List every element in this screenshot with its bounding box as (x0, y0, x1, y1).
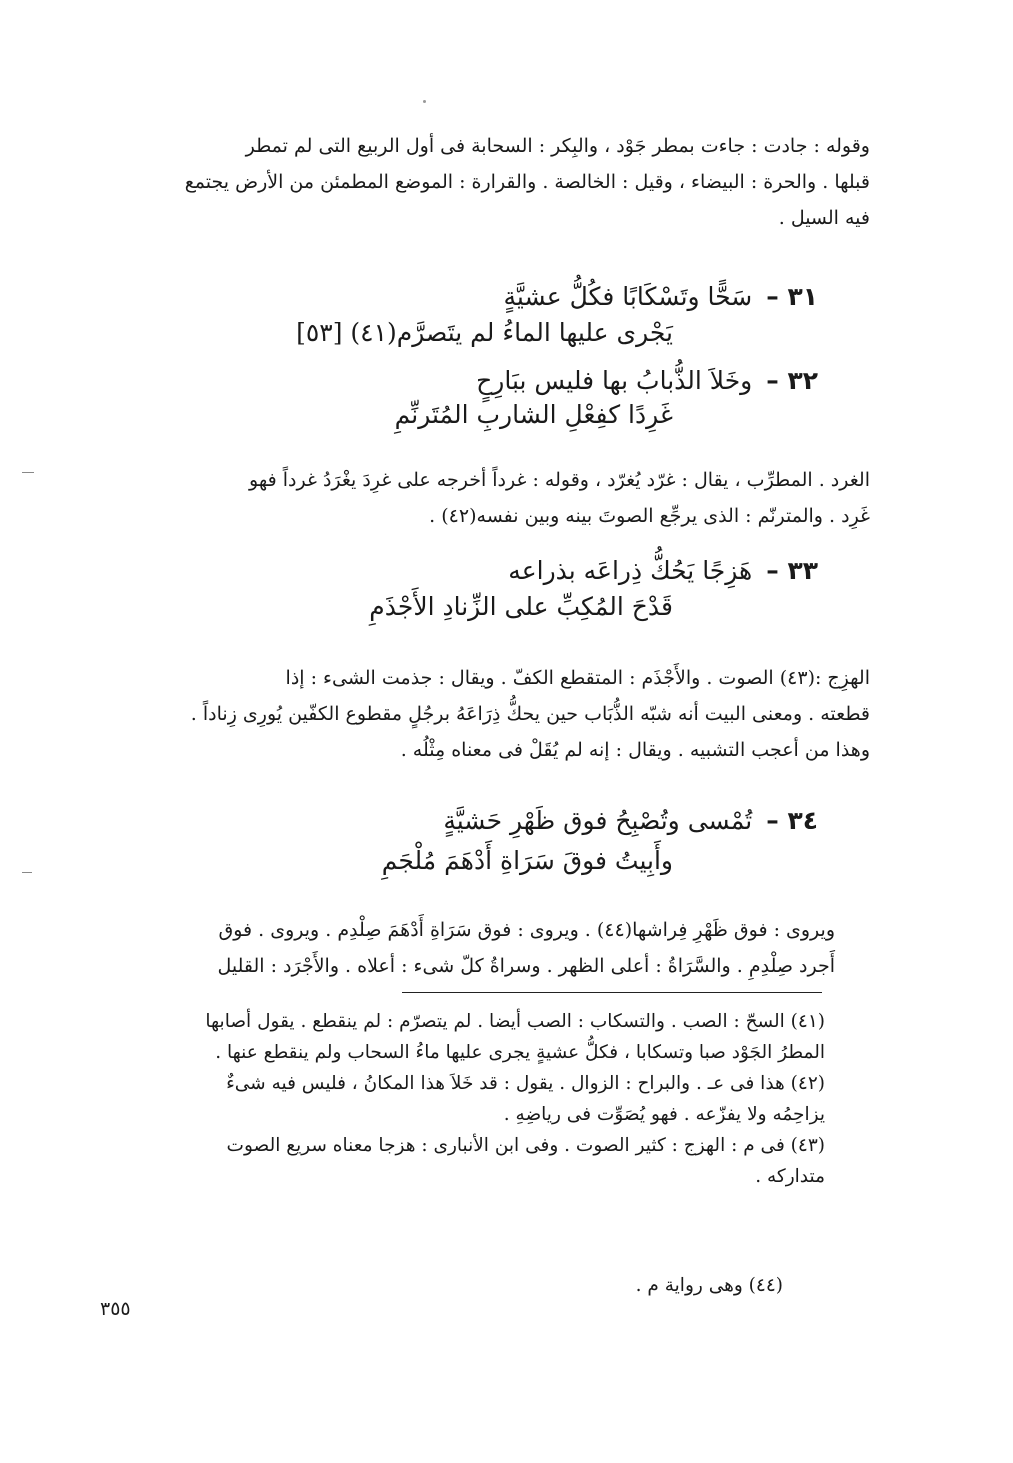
verse-number: ٣٣ – (766, 556, 818, 585)
text-line: وقوله : جادت : جاءت بمطر جَوْد ، والبِكر : السحابة فى أول الربيع التى لم تمطر (245, 135, 870, 157)
footnote-41-line: المطرُ الجَوْد صبا وتسكابا ، فكلُّ عشيةٍ يجرى عليها ماءُ السحاب ولم ينقطع عنها . (215, 1042, 825, 1063)
verse-33-second-hemistich (369, 592, 673, 621)
text-line: ويروى : فوق ظَهْرِ فِراشها(٤٤) . ويروى : فوق سَرَاةِ أَدْهَمَ صِلْدِم . ويروى . فوق (218, 919, 835, 941)
text-line: غَرِد . والمترنّم : الذى يرجِّع الصوتَ بينه وبين نفسه(٤٢) . (429, 505, 870, 527)
commentary-paragraph-3 (138, 660, 870, 768)
text-line: أَجرد صِلْدِمِ . والسَّرَاةُ : أعلى الظهر . وسراةُ كلّ شىء : أعلاه . والأَجْرَد : القليل (217, 955, 835, 977)
hemistich-text: قَدْحَ المُكِبِّ على الزِّنادِ الأَجْذَمِ (369, 592, 673, 621)
verse-number: ٣٢ – (766, 366, 818, 395)
verse-34-second-hemistich (382, 846, 673, 875)
hemistich-text: تُمْسى وتُصْبِحُ فوق ظَهْرِ حَشيَّةٍ (443, 806, 753, 835)
text-line: قبلها . والحرة : البيضاء ، وقيل : الخالصة . والقرارة : الموضع المطمئن من الأرض يجتمع (184, 171, 870, 193)
footnotes (100, 1006, 825, 1192)
commentary-paragraph-4 (100, 912, 835, 984)
hemistich-text: وأَبِيتُ فوقَ سَرَاةِ أَدْهَمَ مُلْجَمِ (381, 846, 673, 875)
scan-dot (423, 100, 426, 103)
footnote-44-line: (٤٤) وهى رواية م . (635, 1275, 783, 1296)
verse-number: ٣١ – (766, 282, 818, 311)
footnote-44 (636, 1270, 783, 1301)
hemistich-text: سَحًّا وتَسْكَابًا فكُلُّ عشيَّةٍ (503, 282, 753, 311)
text-line: الغرد . المطرِّب ، يقال : غرّد يُغرّد ، وقوله : غرداً أخرجه على غرِدَ يغْرَدُ غرداً فهو (249, 469, 870, 491)
footnote-41-line: (٤١) السحّ : الصب . والتسكاب : الصب أيضا . لم يتصرّم : لم ينقطع . يقول أصابها (205, 1011, 825, 1032)
verse-32-first-hemistich (476, 366, 818, 395)
text-line: وهذا من أعجب التشبيه . ويقال : إنه لم يُقَلْ فى معناه مِثْلُه . (400, 739, 870, 761)
hemistich-text: وخَلاَ الذُّبابُ بها فليس ببَارِحٍ (476, 366, 753, 395)
page-number: ٣٥٥ (100, 1298, 131, 1320)
verse-number: ٣٤ – (766, 806, 818, 835)
text-line: فيه السيل . (778, 207, 870, 229)
footnote-43-line: (٤٣) فى م : الهزج : كثير الصوت . وفى ابن الأنبارى : هزجا معناه سريع الصوت (226, 1135, 825, 1156)
verse-33-first-hemistich (508, 556, 818, 585)
footnote-separator (402, 992, 822, 993)
text-line: الهزِج :(٤٣) الصوت . والأَجْذَم : المتقطع الكفّ . ويقال : جذمت الشىء : إذا (285, 667, 870, 689)
footnote-43-line: متداركه . (755, 1166, 825, 1187)
verse-31-first-hemistich (504, 282, 818, 311)
scan-mark (22, 872, 32, 873)
verse-34-first-hemistich (443, 806, 818, 835)
verse-32-second-hemistich (395, 400, 673, 429)
footnote-42-line: (٤٢) هذا فى عـ . والبراح : الزوال . يقول : قد خَلاَ هذا المكانُ ، فليس فيه شىءٌ (226, 1073, 825, 1094)
hemistich-text: غَرِدًا كفِعْلِ الشاربِ المُتَرنِّمِ (394, 400, 673, 429)
verse-31-second-hemistich (296, 318, 673, 347)
text-line: قطعته . ومعنى البيت أنه شبّه الذُّبَاب حين يحكُّ ذِرَاعَهُ برجُلٍ مقطوع الكفّين يُورِى زِناداً . (190, 703, 870, 725)
hemistich-text: يَجْرى عليها الماءُ لم يتَصرَّم(٤١) [٥٣] (296, 318, 673, 347)
commentary-paragraph-2 (138, 462, 870, 534)
scan-mark (22, 472, 34, 473)
hemistich-text: هَزِجًا يَحُكُّ ذِراعَه بذراعه (508, 556, 753, 585)
commentary-paragraph-1 (138, 128, 870, 236)
footnote-42-line: يزاحِمُه ولا يفزّعه . فهو يُصَوِّت فى رياضِهِ . (503, 1104, 825, 1125)
